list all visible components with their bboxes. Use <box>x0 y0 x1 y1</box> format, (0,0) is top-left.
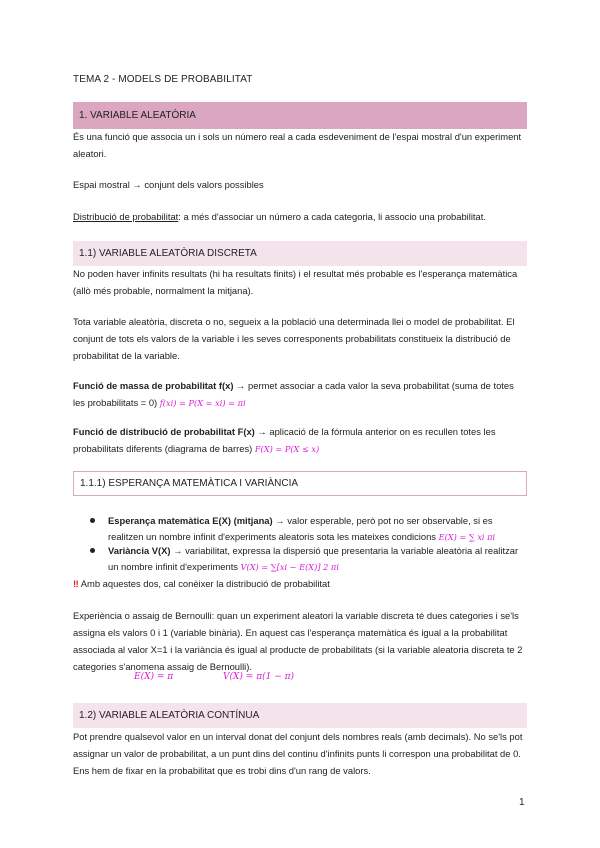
formula-mass-function: f(xi) = P(X = xi) = πi <box>159 398 246 408</box>
bullet-icon <box>90 548 95 553</box>
section-heading-text: 1.2) VARIABLE ALEATÒRIA CONTÍNUA <box>79 710 260 721</box>
paragraph-warning <box>73 575 527 592</box>
section-heading-1-1-1 <box>73 471 527 496</box>
term-mass-function: Funció de massa de probabilitat f(x) <box>73 380 234 391</box>
paragraph-continuous-variable: Pot prendre qualsevol valor en un interval donat del conjunt dels nombres reals (amb decimals). No se'ls pot assignar un valor de probabilitat, a un punt dins del continu d'infinits punts li correspon una probabilitat de 0. Ens hem de fixar en la probabilitat que es trobi dins d'un rang de valors. <box>73 731 523 776</box>
paragraph-text: → permet associar a cada valor la seva probabilitat (suma de totes les probabilitats = 0) <box>73 380 514 408</box>
formula-bernoulli-variance: V(X) = π(1 − π) <box>223 672 295 682</box>
list-item-text: → variabilitat, expressa la dispersió que presentaria la variable aleatòria al realitzar un nombre infinit d'experiments <box>108 545 519 572</box>
section-heading-text: 1.1) VARIABLE ALEATÒRIA DISCRETA <box>79 248 257 259</box>
page-number: 1 <box>519 797 525 808</box>
paragraph-text: Amb aquestes dos, cal conèixer la distribució de probabilitat <box>78 578 330 589</box>
bullet-icon <box>90 518 95 523</box>
formula-expectation: E(X) = ∑ xi πi <box>438 532 496 542</box>
paragraph-definition: És una funció que associa un i sols un número real a cada esdeveniment de l'espai mostral d'un experiment aleatori. <box>73 131 522 159</box>
paragraph-random-variable-law: Tota variable aleatòria, discreta o no, segueix a la població una determinada llei o model de probabilitat. El conjunt de tots els valors de la variable i les seves corresponents probabilitats constitueix la distribució de probabilitat de la variable. <box>73 316 515 361</box>
document-title: TEMA 2 - MODELS DE PROBABILITAT <box>73 74 253 85</box>
paragraph-bernoulli: Experiència o assaig de Bernoulli: quan un experiment aleatori la variable discreta té dues categories i se'ls assigna els valors 0 i 1 (variable binària). En aquest cas l'esperança matemàtica és igual a la probabilitat associada al valor X=1 i la variància és igual al producte de probabilitats (si la variable aleatoria discreta te 2 categories s'anomena assaig de Bernoulli). <box>73 610 523 672</box>
warning-icon: ‼ <box>73 578 79 589</box>
section-heading-1 <box>73 102 527 129</box>
formula-distribution-function: F(X) = P(X ≤ x) <box>254 444 320 454</box>
section-heading-text: 1. VARIABLE ALEATÒRIA <box>79 110 196 121</box>
paragraph-text: → aplicació de la fórmula anterior on es recullen totes les probabilitats diferents (diagrama de barres) <box>73 426 496 454</box>
formula-bernoulli-expectation: E(X) = π <box>134 672 174 682</box>
term-variance: Variància V(X) <box>108 545 171 556</box>
term-probability-distribution: Distribució de probabilitat <box>73 211 179 222</box>
term-distribution-function: Funció de distribució de probabilitat F(x) <box>73 426 255 437</box>
section-heading-text: 1.1.1) ESPERANÇA MATEMÀTICA I VARIÀNCIA <box>80 478 299 489</box>
section-heading-1-2 <box>73 703 527 728</box>
paragraph-distribution-function <box>73 423 527 458</box>
paragraph-text: : a més d'associar un número a cada categoria, li associo una probabilitat. <box>178 211 486 222</box>
paragraph-finite-results: No poden haver infinits resultats (hi ha resultats finits) i el resultat més probable es l'esperança matemàtica (allò més probable, normalment la mitjana). <box>73 268 518 296</box>
paragraph-probability-distribution <box>73 208 527 225</box>
paragraph-mass-function <box>73 377 527 412</box>
formula-variance: V(X) = ∑[xi − E(X)] 2 πi <box>240 562 339 572</box>
list-item-text: → valor esperable, però pot no ser observable, si es realitzen un nombre infinit d'experiments aleatoris sota les mateixes condicions <box>108 515 493 542</box>
term-expectation: Esperança matemàtica E(X) (mitjana) <box>108 515 273 526</box>
section-heading-1-1 <box>73 241 527 266</box>
paragraph-sample-space: Espai mostral → conjunt dels valors possibles <box>73 179 264 190</box>
